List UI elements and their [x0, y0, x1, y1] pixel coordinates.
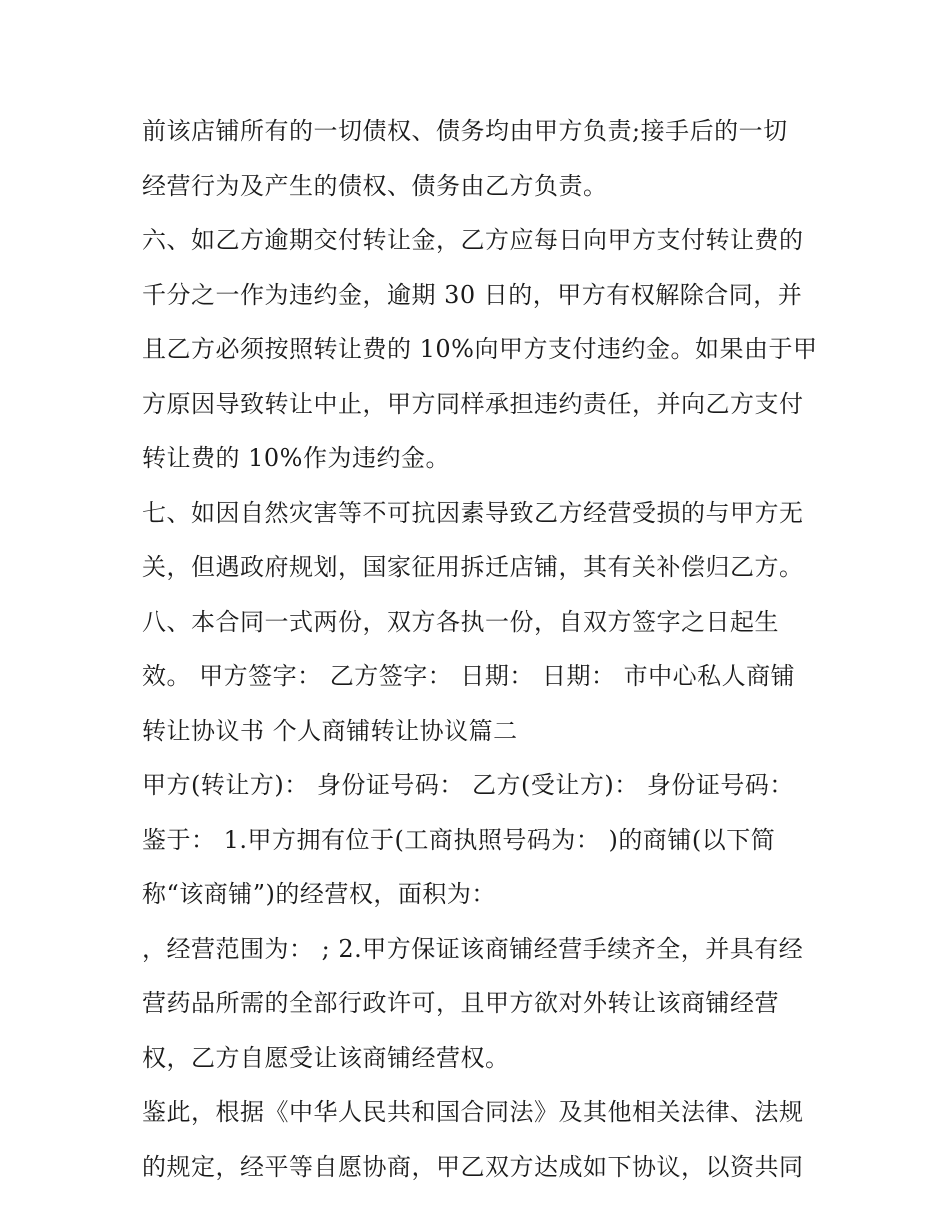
text-line: 方原因导致转让中止，甲方同样承担违约责任，并向乙方支付 [142, 389, 804, 418]
text-line: ，经营范围为： ; 2.甲方保证该商铺经营手续齐全，并具有经 [142, 934, 804, 963]
text-line: 前该店铺所有的一切债权、债务均由甲方负责;接手后的一切 [142, 117, 788, 145]
text-line: 八、本合同一式两份，双方各执一份，自双方签字之日起生 [142, 607, 779, 636]
text-line: 效。 甲方签字： 乙方签字： 日期： 日期： 市中心私人商铺 [142, 662, 796, 690]
text-line: 转让费的 10%作为违约金。 [142, 444, 450, 472]
text-line: 的规定，经平等自愿协商，甲乙双方达成如下协议，以资共同 [142, 1152, 804, 1181]
text-line: 千分之一作为违约金，逾期 30 日的，甲方有权解除合同，并 [142, 280, 803, 309]
text-line: 关，但遇政府规划，国家征用拆迁店铺，其有关补偿归乙方。 [142, 553, 804, 581]
text-line: 六、如乙方逾期交付转让金，乙方应每日向甲方支付转让费的 [142, 226, 804, 254]
text-line: 甲方(转让方)： 身份证号码： 乙方(受让方)： 身份证号码： [142, 771, 794, 799]
text-line: 经营行为及产生的债权、债务由乙方负责。 [142, 171, 608, 200]
text-line: 且乙方必须按照转让费的 10%向甲方支付违约金。如果由于甲 [142, 335, 818, 363]
text-line: 七、如因自然灾害等不可抗因素导致乙方经营受损的与甲方无 [142, 498, 804, 527]
text-line: 权，乙方自愿受让该商铺经营权。 [142, 1043, 510, 1072]
text-line: 鉴此，根据《中华人民共和国合同法》及其他相关法律、法规 [142, 1098, 804, 1126]
document-body [142, 104, 822, 1194]
text-line: 转让协议书 个人商铺转让协议篇二 [142, 716, 518, 745]
text-line: 营药品所需的全部行政许可，且甲方欲对外转让该商铺经营 [142, 989, 779, 1017]
text-line: 鉴于： 1.甲方拥有位于(工商执照号码为： )的商铺(以下简 [142, 825, 776, 854]
text-line: 称“该商铺”)的经营权，面积为： [142, 880, 496, 908]
